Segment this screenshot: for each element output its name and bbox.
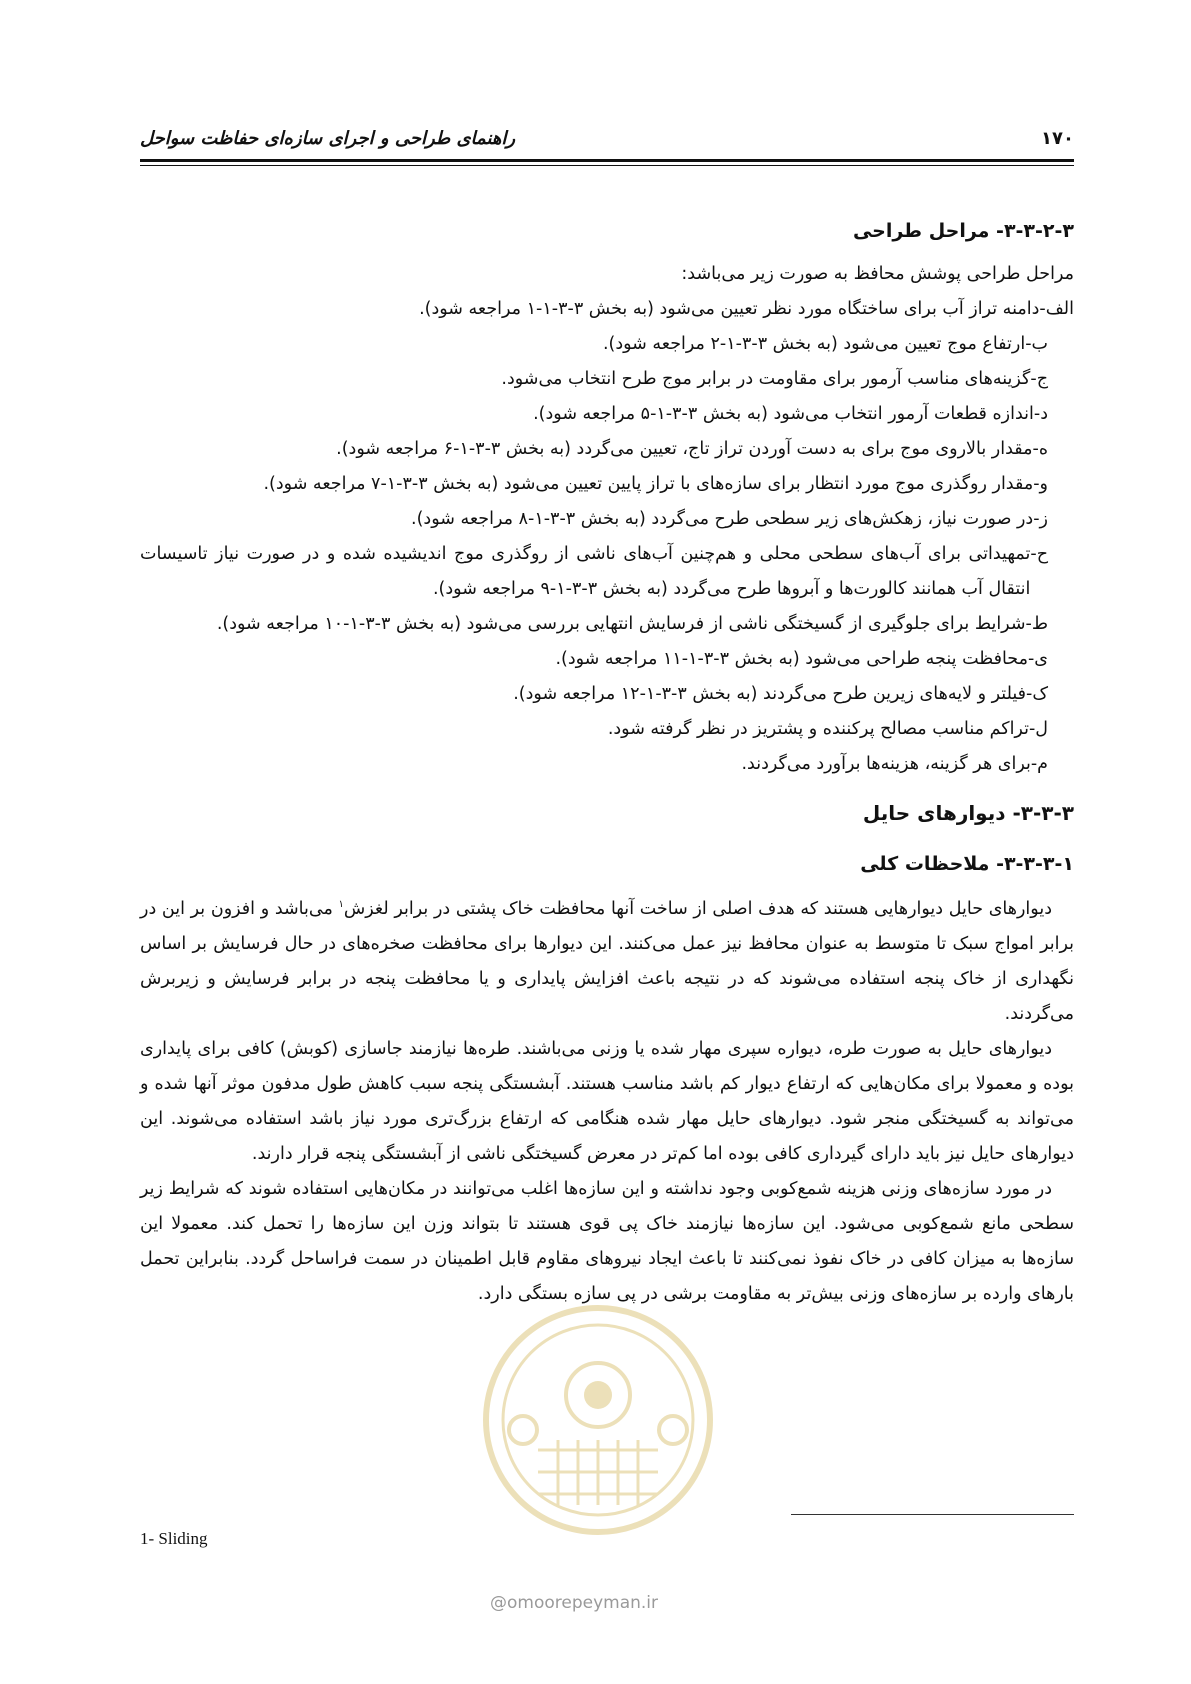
page-number: ۱۷۰ [1041, 128, 1074, 149]
list-item-text: مقدار روگذری موج مورد انتظار برای سازه‌های با تراز پایین تعیین می‌شود (به بخش ۳-۳-۱-۷ مراجعه شود). [263, 474, 1034, 494]
list-marker: م- [1030, 754, 1048, 774]
list-marker: ب- [1025, 334, 1048, 354]
design-steps-list [140, 292, 1074, 782]
list-item [140, 327, 1074, 362]
list-item [140, 607, 1074, 642]
list-marker: ه- [1032, 439, 1048, 459]
list-item [140, 432, 1074, 467]
header-rule-thick [140, 159, 1074, 162]
list-item-text: فیلتر و لایه‌های زیرین طرح می‌گردند (به بخش ۳-۳-۱-۱۲ مراجعه شود). [513, 684, 1027, 704]
list-item [140, 677, 1074, 712]
paragraph-3: در مورد سازه‌های وزنی هزینه شمع‌کوبی وجود نداشته و این سازه‌ها اغلب می‌توانند در مکان‌هایی استفاده شوند که شرایط زیر سطحی مانع شمع‌کوبی می‌شود. این سازه‌ها نیازمند خاک پی قوی هستند تا بتواند وزن این سازه‌ها را تحمل کند. معمولا این سازه‌ها به میزان کافی در خاک نفوذ نمی‌کنند تا باعث ایجاد نیروهای مقاوم قابل اطمینان در سمت فراساحل گردد. بنابراین تحمل بارهای وارده بر سازه‌های وزنی بیش‌تر به مقاومت برشی در پی سازه بستگی دارد. [140, 1179, 1074, 1304]
list-marker: د- [1033, 404, 1048, 424]
footnote-rule [791, 1514, 1074, 1515]
list-item [140, 642, 1074, 677]
list-item-text: برای هر گزینه، هزینه‌ها برآورد می‌گردند. [741, 754, 1031, 774]
list-item [140, 397, 1074, 432]
list-item-text: گزینه‌های مناسب آرمور برای مقاومت در برابر موج طرح انتخاب می‌شود. [501, 369, 1031, 389]
paragraph-1-end: می‌باشد و افزون بر این در برابر امواج سبک تا متوسط به عنوان محافظ نیز عمل می‌کنند. این دیوارها برای محافظت صخره‌های در حال فرسایش بر اساس نگهداری از خاک پنجه استفاده می‌شوند که در نتیجه باعث افزایش پایداری و یا محافظت پنجه در برابر فرسایش و زیربرش می‌گردند. [140, 899, 1074, 1024]
list-item [140, 292, 1074, 327]
section-intro: مراحل طراحی پوشش محافظ به صورت زیر می‌باشد: [681, 264, 1074, 284]
page-body [140, 214, 1074, 1312]
list-item [140, 467, 1074, 502]
list-marker: ح- [1030, 544, 1048, 564]
list-item [140, 712, 1074, 747]
header-rule-thin [140, 165, 1074, 166]
list-marker: ک- [1026, 684, 1048, 704]
running-header [140, 128, 1074, 162]
list-marker: ی- [1027, 649, 1048, 669]
list-item [140, 537, 1074, 607]
footnote: 1- Sliding [140, 1529, 208, 1548]
list-marker: ز- [1033, 509, 1048, 529]
list-item-text: محافظت پنجه طراحی می‌شود (به بخش ۳-۳-۱-۱۱ مراجعه شود). [555, 649, 1028, 669]
list-item-text: مقدار بالاروی موج برای به دست آوردن تراز تاج، تعیین می‌گردد (به بخش ۳-۳-۱-۶ مراجعه شود). [336, 439, 1033, 459]
list-item-text: دامنه تراز آب برای ساختگاه مورد نظر تعیین می‌شود (به بخش ۳-۳-۱-۱ مراجعه شود). [419, 299, 1040, 319]
list-marker: ل- [1028, 719, 1048, 739]
list-item-text: در صورت نیاز، زهکش‌های زیر سطحی طرح می‌گردد (به بخش ۳-۳-۱-۸ مراجعه شود). [411, 509, 1034, 529]
section-heading-retaining-walls: ۳-۳-۳- دیوارهای حایل [862, 801, 1074, 825]
list-marker: ط- [1025, 614, 1048, 634]
list-item-text: تراکم مناسب مصالح پرکننده و پشتریز در نظر گرفته شود. [607, 719, 1029, 739]
list-item-text: تمهیداتی برای آب‌های سطحی محلی و هم‌چنین آب‌های ناشی از روگذری موج اندیشیده شده و در صورت نیاز تاسیسات انتقال آب همانند کالورت‌ها و آبروها طرح می‌گردد (به بخش ۳-۳-۱-۹ مراجعه شود). [140, 544, 1031, 599]
watermark-seal-icon [478, 1300, 718, 1540]
list-item-text: شرایط برای جلوگیری از گسیختگی ناشی از فرسایش انتهایی بررسی می‌شود (به بخش ۳-۳-۱-۱۰ مراجعه شود). [216, 614, 1026, 634]
list-item [140, 502, 1074, 537]
list-marker: و- [1033, 474, 1048, 494]
list-marker: الف- [1039, 299, 1074, 319]
paragraph-2: دیوارهای حایل به صورت طره، دیواره سپری مهار شده یا وزنی می‌باشند. طره‌ها نیازمند جاسازی (کوبش) کافی برای پایداری بوده و معمولا برای مکان‌هایی که ارتفاع دیوار کم باشد مناسب هستند. آبشستگی پنجه سبب کاهش طول مدفون موثر آنها شده و می‌تواند به گسیختگی منجر شود. دیوارهای حایل مهار شده هنگامی که ارتفاع بزرگ‌تری مورد نیاز باشد استفاده می‌شوند. این دیوارهای حایل نیز باید دارای گیرداری کافی بوده اما کم‌تر در معرض گسیختگی ناشی از آبشستگی پنجه قرار دارند. [140, 1039, 1074, 1164]
section-heading-design-steps: ۳-۳-۲-۳- مراحل طراحی [852, 220, 1074, 242]
list-marker: ج- [1030, 369, 1048, 389]
list-item [140, 362, 1074, 397]
footnote-ref: ۱ [338, 899, 344, 911]
list-item [140, 747, 1074, 782]
watermark-site: @omoorepeyman.ir [490, 1593, 659, 1613]
paragraph-1-start: دیوارهای حایل دیوارهایی هستند که هدف اصلی از ساخت آنها محافظت خاک پشتی در برابر لغزش [343, 899, 1052, 919]
list-item-text: اندازه قطعات آرمور انتخاب می‌شود (به بخش ۳-۳-۱-۵ مراجعه شود). [533, 404, 1034, 424]
running-title: راهنمای طراحی و اجرای سازه‌ای حفاظت سواحل [140, 128, 516, 149]
list-item-text: ارتفاع موج تعیین می‌شود (به بخش ۳-۳-۱-۲ مراجعه شود). [602, 334, 1026, 354]
paragraph-1 [140, 892, 1074, 1032]
subsection-heading-general: ۳-۳-۳-۱- ملاحظات کلی [860, 853, 1074, 875]
